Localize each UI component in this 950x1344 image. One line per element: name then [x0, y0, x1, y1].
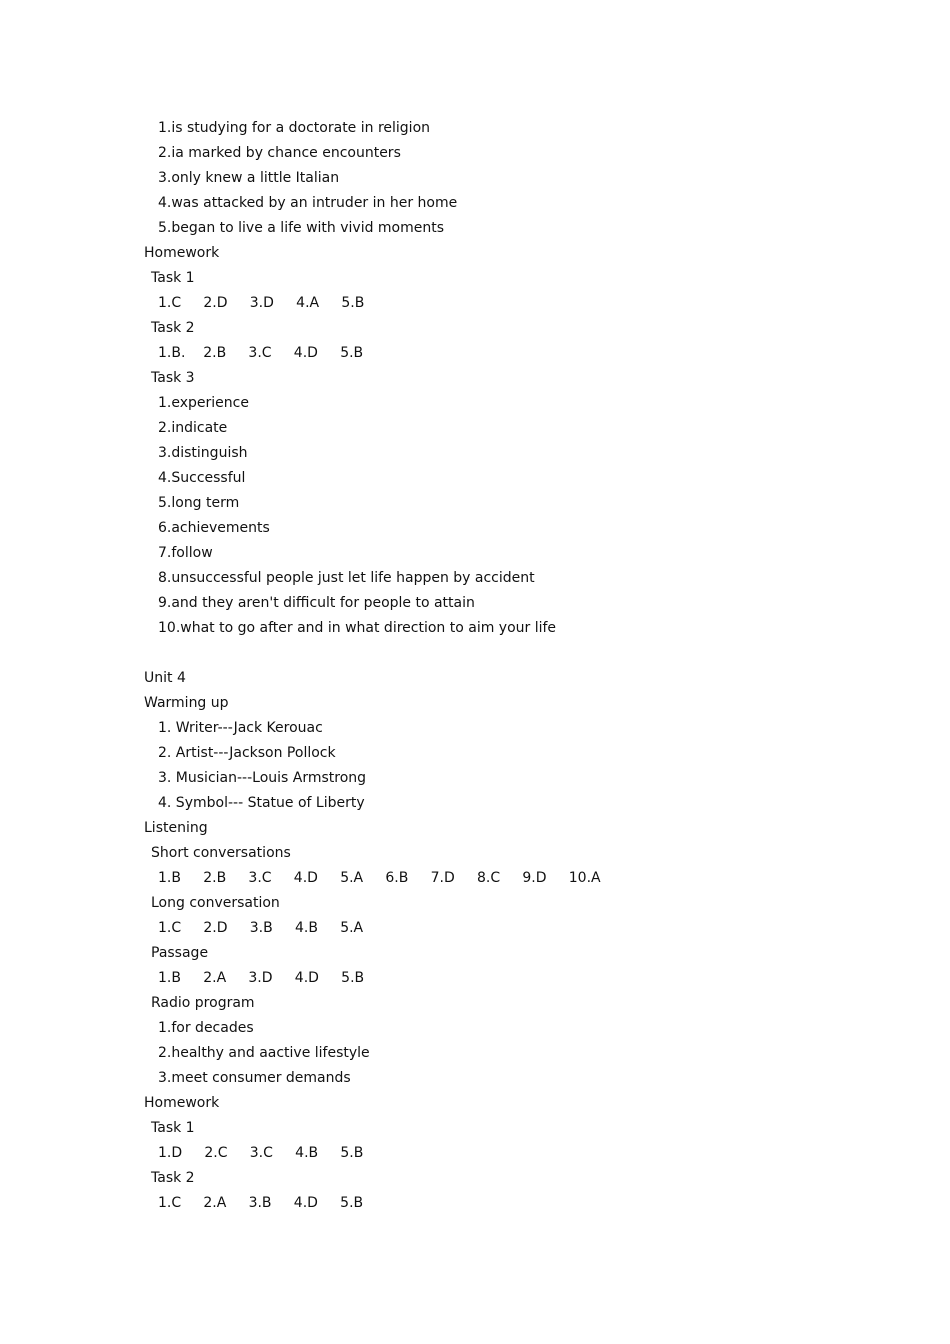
warming-up-item: 1. Writer---Jack Kerouac	[158, 720, 323, 736]
task-answer-1: 1.is studying for a doctorate in religion	[158, 120, 431, 136]
homework-heading: Homework	[144, 1095, 220, 1111]
homework-task1-label: Task 1	[151, 1120, 195, 1136]
long-conversation-label: Long conversation	[151, 895, 280, 911]
radio-program-item: 1.for decades	[158, 1020, 254, 1036]
homework-task3-item: 2.indicate	[158, 420, 228, 436]
homework-task2-answers: 1.B. 2.B 3.C 4.D 5.B	[158, 345, 364, 361]
homework-task3-item: 1.experience	[158, 395, 249, 411]
homework-task3-item: 7.follow	[158, 545, 213, 561]
homework-task3-item: 4.Successful	[158, 470, 246, 486]
listening-heading: Listening	[144, 820, 208, 836]
radio-program-item: 2.healthy and aactive lifestyle	[158, 1045, 370, 1061]
task-answer-3: 3.only knew a little Italian	[158, 170, 340, 186]
passage-label: Passage	[151, 945, 209, 961]
short-conversations-answers: 1.B 2.B 3.C 4.D 5.A 6.B 7.D 8.C 9.D 10.A	[158, 870, 601, 886]
unit-title: Unit 4	[144, 670, 186, 686]
homework-task2-label: Task 2	[151, 1170, 195, 1186]
homework-task2-label: Task 2	[151, 320, 195, 336]
homework-heading: Homework	[144, 245, 220, 261]
homework-task3-item: 6.achievements	[158, 520, 270, 536]
task-answer-2: 2.ia marked by chance encounters	[158, 145, 401, 161]
homework-task1-label: Task 1	[151, 270, 195, 286]
homework-task3-item: 5.long term	[158, 495, 240, 511]
task-answer-4: 4.was attacked by an intruder in her home	[158, 195, 458, 211]
warming-up-item: 3. Musician---Louis Armstrong	[158, 770, 367, 786]
radio-program-item: 3.meet consumer demands	[158, 1070, 351, 1086]
homework-task3-item: 9.and they aren't difficult for people to attain	[158, 595, 475, 611]
passage-answers: 1.B 2.A 3.D 4.D 5.B	[158, 970, 365, 986]
warming-up-heading: Warming up	[144, 695, 229, 711]
homework-task3-item: 8.unsuccessful people just let life happen by accident	[158, 570, 535, 586]
homework-task2-answers: 1.C 2.A 3.B 4.D 5.B	[158, 1195, 364, 1211]
homework-task1-answers: 1.D 2.C 3.C 4.B 5.B	[158, 1145, 364, 1161]
homework-task3-label: Task 3	[151, 370, 195, 386]
homework-task3-item: 10.what to go after and in what direction to aim your life	[158, 620, 557, 636]
long-conversation-answers: 1.C 2.D 3.B 4.B 5.A	[158, 920, 364, 936]
radio-program-label: Radio program	[151, 995, 255, 1011]
task-answer-5: 5.began to live a life with vivid moments	[158, 220, 445, 236]
warming-up-item: 4. Symbol--- Statue of Liberty	[158, 795, 365, 811]
homework-task1-answers: 1.C 2.D 3.D 4.A 5.B	[158, 295, 365, 311]
short-conversations-label: Short conversations	[151, 845, 291, 861]
warming-up-item: 2. Artist---Jackson Pollock	[158, 745, 336, 761]
homework-task3-item: 3.distinguish	[158, 445, 248, 461]
